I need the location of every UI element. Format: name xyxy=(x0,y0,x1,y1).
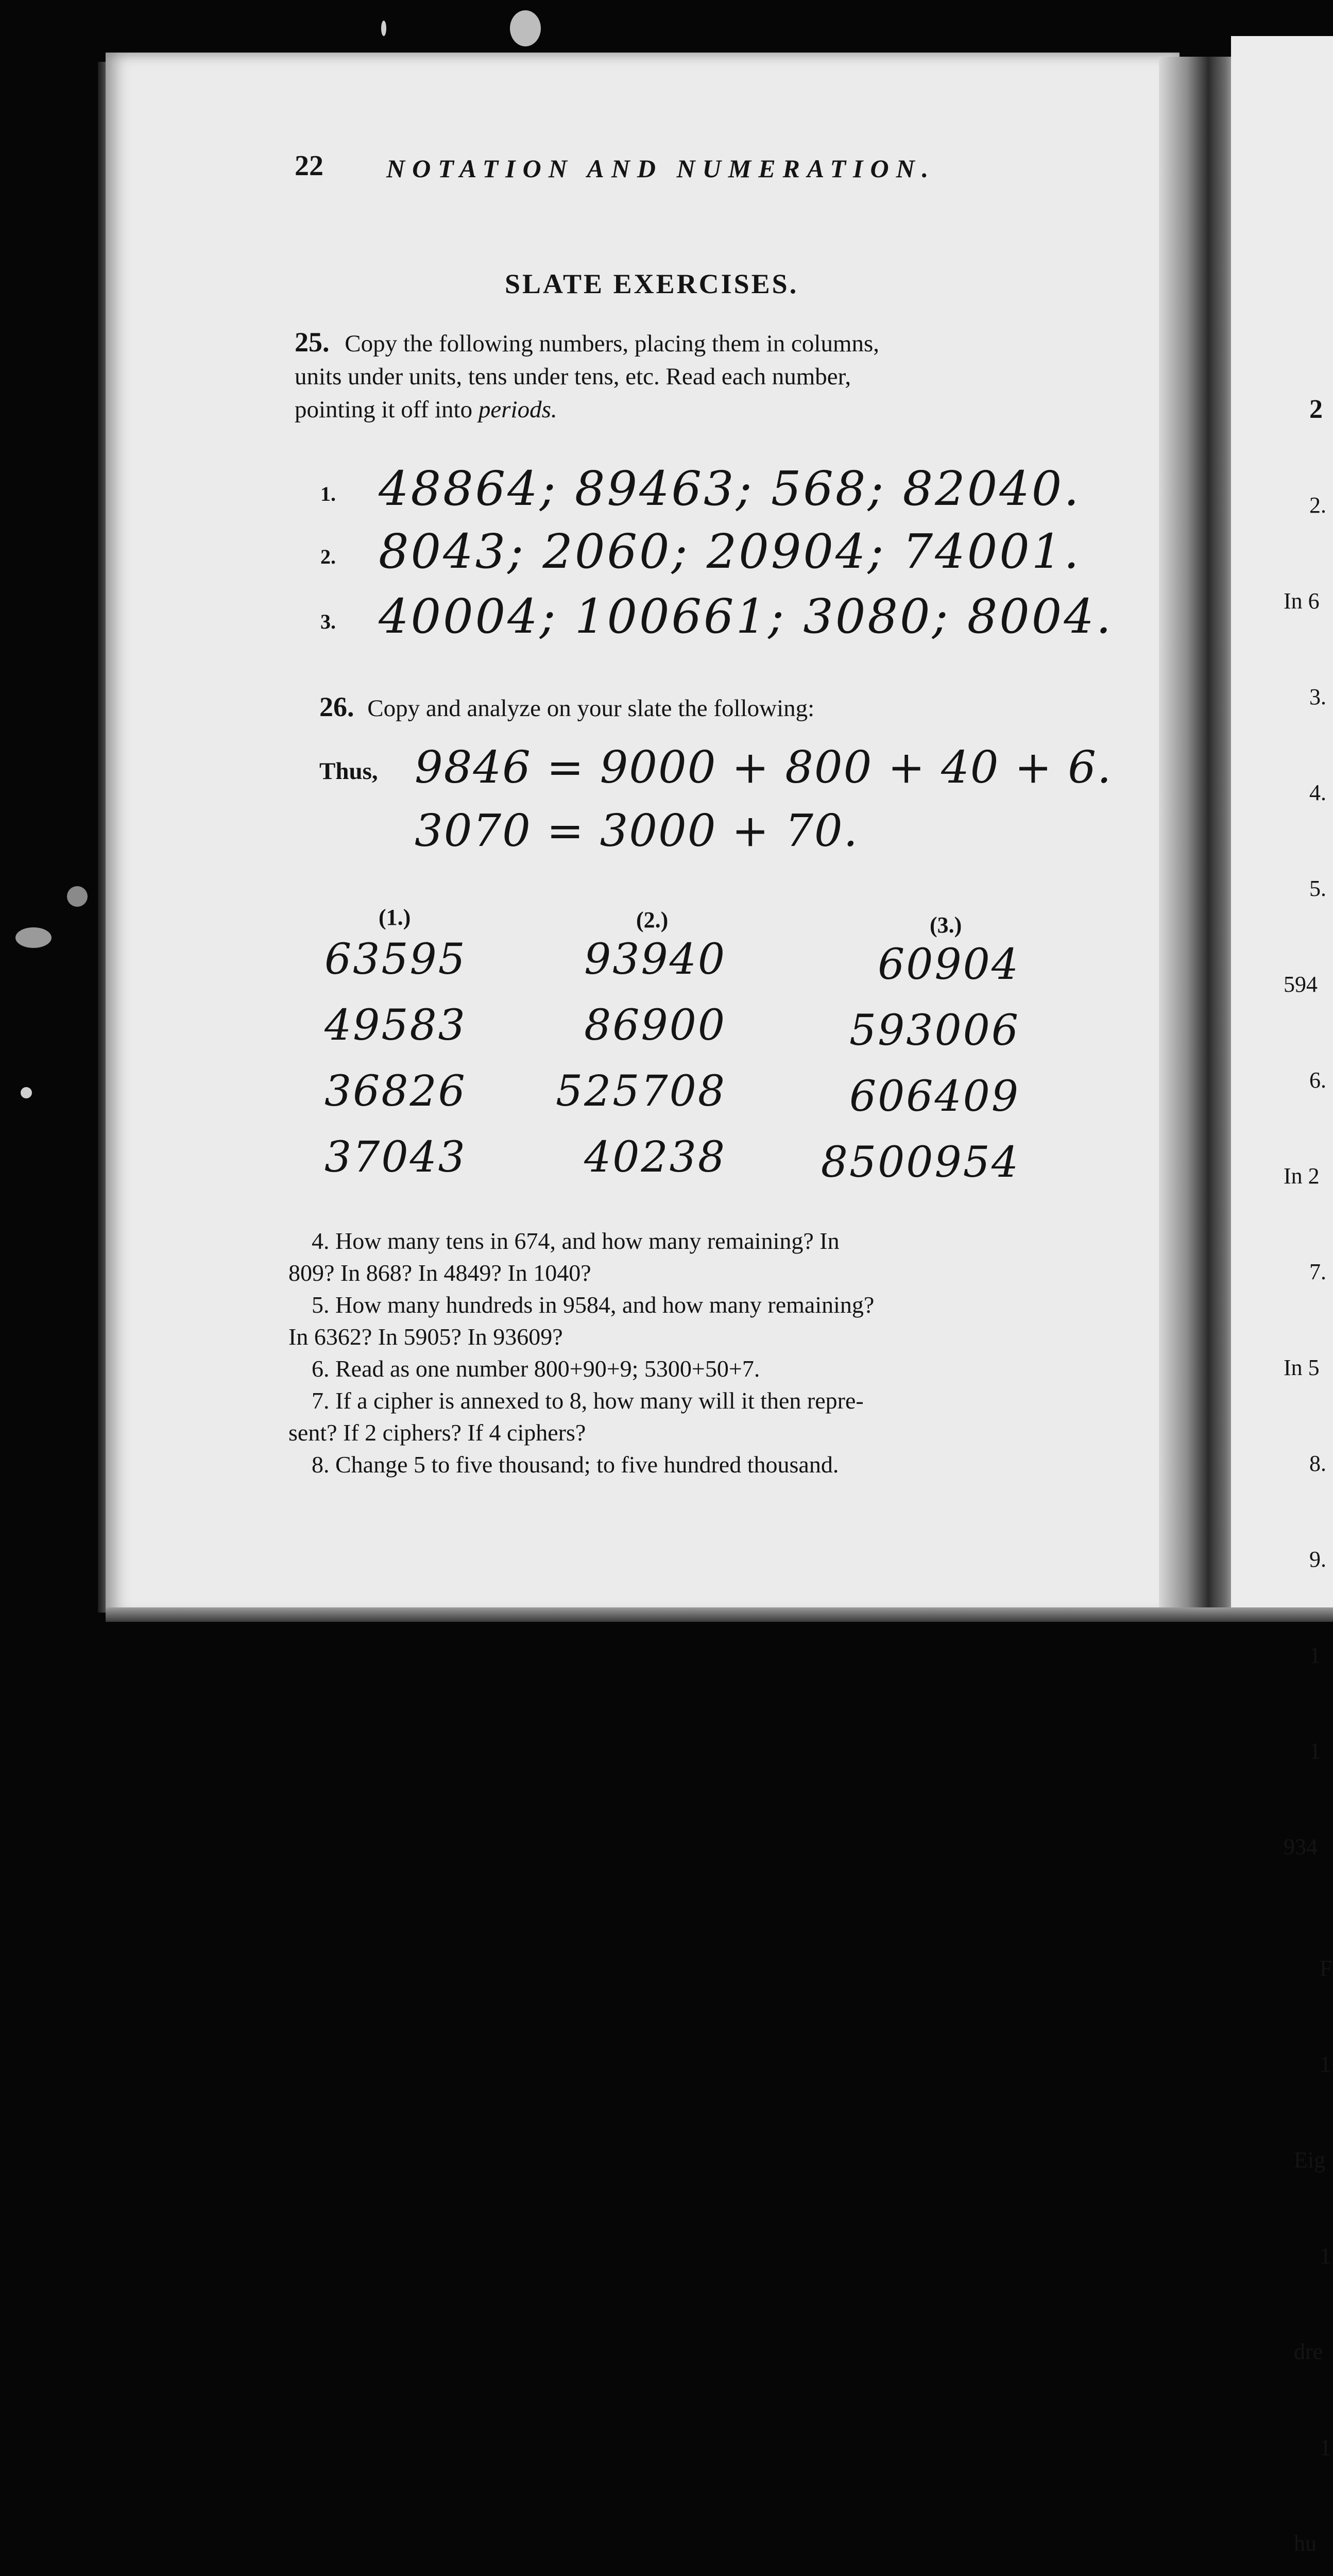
column-value: 93940 xyxy=(584,935,726,984)
fragment: 594 xyxy=(1284,972,1318,997)
fragment: hu xyxy=(1294,2531,1317,2556)
equation: 3070 = 3000 + 70. xyxy=(415,805,859,857)
row-label: 2. xyxy=(320,545,336,568)
column-value: 525708 xyxy=(555,1067,726,1116)
fragment: 9. xyxy=(1309,1547,1326,1572)
fragment: 1 xyxy=(1320,2052,1331,2077)
equation: 9846 = 9000 + 800 + 40 + 6. xyxy=(415,742,1113,793)
script-number-row: 40004; 100661; 3080; 8004. xyxy=(379,589,1114,644)
book-edge-bottom xyxy=(106,1607,1333,1622)
fragment: Eig xyxy=(1294,2147,1326,2173)
exercise-25-line-3 xyxy=(295,393,1078,426)
questions xyxy=(288,1225,1071,1481)
question-line: 809? In 868? In 4849? In 1040? xyxy=(288,1260,591,1286)
fragment: In 5 xyxy=(1284,1355,1320,1380)
exercise-text: Copy and analyze on your slate the following: xyxy=(367,695,815,722)
fragment: 1 xyxy=(1309,1642,1321,1668)
fragment: 6. xyxy=(1309,1067,1326,1093)
column-value: 49583 xyxy=(324,1001,467,1050)
fragment: 1 xyxy=(1320,2243,1331,2268)
column-3 xyxy=(804,940,1020,1204)
fragment: 3. xyxy=(1309,684,1326,709)
column-value: 63595 xyxy=(324,935,467,984)
fragment: In 2 xyxy=(1284,1163,1320,1189)
exercise-text: pointing it off into xyxy=(295,396,478,423)
dust-speck xyxy=(15,927,52,948)
fragment: 7. xyxy=(1309,1259,1326,1284)
fragment: In 6 xyxy=(1284,588,1320,614)
question-line: sent? If 2 ciphers? If 4 ciphers? xyxy=(288,1419,586,1446)
column-header: (1.) xyxy=(379,905,411,930)
column-value: 606409 xyxy=(849,1072,1020,1121)
question-line: 4. How many tens in 674, and how many remaining? In xyxy=(312,1228,840,1254)
script-number-row: 48864; 89463; 568; 82040. xyxy=(379,461,1081,516)
fragment: 1 xyxy=(1309,1738,1321,1764)
book-gutter xyxy=(1159,57,1241,1618)
page-number: 22 xyxy=(295,150,323,182)
exercise-25 xyxy=(295,326,1078,426)
exercise-text: Copy the following numbers, placing them in columns, xyxy=(345,330,880,357)
column-2 xyxy=(546,935,726,1199)
script-number-row: 8043; 2060; 20904; 74001. xyxy=(379,524,1081,579)
thus-label: Thus, xyxy=(319,758,378,785)
fragment: F xyxy=(1320,1956,1332,1981)
exercise-26 xyxy=(319,690,814,725)
column-value: 37043 xyxy=(324,1133,467,1182)
column-value: 40238 xyxy=(584,1133,726,1182)
column-header: (3.) xyxy=(930,912,962,938)
dust-speck xyxy=(510,10,541,46)
fragment: 2 xyxy=(1309,395,1323,424)
running-head: NOTATION AND NUMERATION. xyxy=(386,154,936,183)
column-value: 36826 xyxy=(324,1067,467,1116)
fragment: 8. xyxy=(1309,1451,1326,1476)
column-header: (2.) xyxy=(636,907,669,933)
column-value: 8500954 xyxy=(821,1138,1020,1187)
exercise-italic-text: periods. xyxy=(478,396,557,423)
dust-speck xyxy=(67,886,88,907)
question-line: In 6362? In 5905? In 93609? xyxy=(288,1324,563,1350)
column-value: 60904 xyxy=(878,940,1020,989)
question-line: 7. If a cipher is annexed to 8, how many will it then repre- xyxy=(312,1387,864,1414)
right-page-fragments xyxy=(1284,330,1333,2576)
exercise-25-line-2: units under units, tens under tens, etc. Read each number, xyxy=(295,363,851,390)
dust-speck xyxy=(381,21,386,36)
question-line: 6. Read as one number 800+90+9; 5300+50+7. xyxy=(312,1355,760,1382)
column-value: 86900 xyxy=(584,1001,726,1050)
fragment: 2. xyxy=(1309,493,1326,518)
row-label: 1. xyxy=(320,482,336,505)
exercise-25-line-1 xyxy=(295,326,1078,360)
section-title: SLATE EXERCISES. xyxy=(505,268,799,299)
fragment: dre xyxy=(1294,2339,1323,2364)
question-line: 5. How many hundreds in 9584, and how many remaining? xyxy=(312,1292,875,1318)
fragment: 1 xyxy=(1320,2435,1331,2460)
column-value: 593006 xyxy=(849,1006,1020,1055)
row-label: 3. xyxy=(320,610,336,633)
column-1 xyxy=(324,935,469,1199)
question-line: 8. Change 5 to five thousand; to five hundred thousand. xyxy=(312,1451,839,1478)
fragment: 4. xyxy=(1309,780,1326,805)
fragment: 5. xyxy=(1309,876,1326,901)
fragment: 934 xyxy=(1284,1834,1318,1859)
dust-speck xyxy=(21,1087,32,1098)
exercise-number: 25. xyxy=(295,327,330,358)
exercise-number: 26. xyxy=(319,691,354,722)
